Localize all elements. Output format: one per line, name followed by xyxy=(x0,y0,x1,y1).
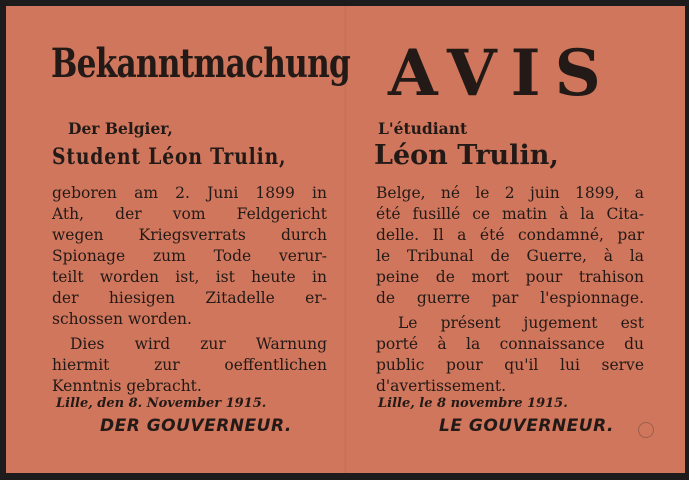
german-p1-line: Ath, der vom Feldgericht xyxy=(52,205,327,223)
french-signature: LE GOUVERNEUR. xyxy=(439,416,614,436)
german-p1-line: schossen worden. xyxy=(52,310,192,328)
poster xyxy=(6,6,685,473)
french-p1-line: delle. Il a été condamné, par xyxy=(376,226,644,244)
german-p1-line: teilt worden ist, ist heute in xyxy=(52,268,327,286)
german-p2-line: hiermit zur oeffentlichen xyxy=(52,356,327,374)
german-p2-line: Kenntnis gebracht. xyxy=(52,377,202,395)
archive-stamp-icon xyxy=(638,422,654,438)
french-p1-line: de guerre par l'espionnage. xyxy=(376,289,644,307)
german-p1-line: geboren am 2. Juni 1899 in xyxy=(52,184,327,202)
french-p1-line: été fusillé ce matin à la Cita- xyxy=(376,205,644,223)
german-p2-line: Dies wird zur Warnung xyxy=(70,335,327,353)
german-p1-line: Spionage zum Tode verur- xyxy=(52,247,327,265)
french-intro: L'étudiant xyxy=(378,119,468,138)
french-p2-line: d'avertissement. xyxy=(376,377,507,395)
french-p2-line: porté à la connaissance du xyxy=(376,335,644,353)
french-date: Lille, le 8 novembre 1915. xyxy=(378,396,568,411)
german-title: Bekanntmachung xyxy=(51,40,351,87)
french-p2-line: public pour qu'il lui serve xyxy=(376,356,644,374)
french-p1-line: peine de mort pour trahison xyxy=(376,268,644,286)
french-p1-line: le Tribunal de Guerre, à la xyxy=(376,247,644,265)
german-signature: DER GOUVERNEUR. xyxy=(100,416,292,436)
german-intro: Der Belgier, xyxy=(68,119,173,138)
french-p2-line: Le présent jugement est xyxy=(398,314,644,332)
french-title: AVIS xyxy=(388,36,615,111)
french-p1-line: Belge, né le 2 juin 1899, a xyxy=(376,184,644,202)
french-name: Léon Trulin, xyxy=(374,140,559,171)
german-p1-line: der hiesigen Zitadelle er- xyxy=(52,289,327,307)
german-name: Student Léon Trulin, xyxy=(52,144,287,170)
german-p1-line: wegen Kriegsverrats durch xyxy=(52,226,327,244)
german-date: Lille, den 8. November 1915. xyxy=(56,396,267,411)
